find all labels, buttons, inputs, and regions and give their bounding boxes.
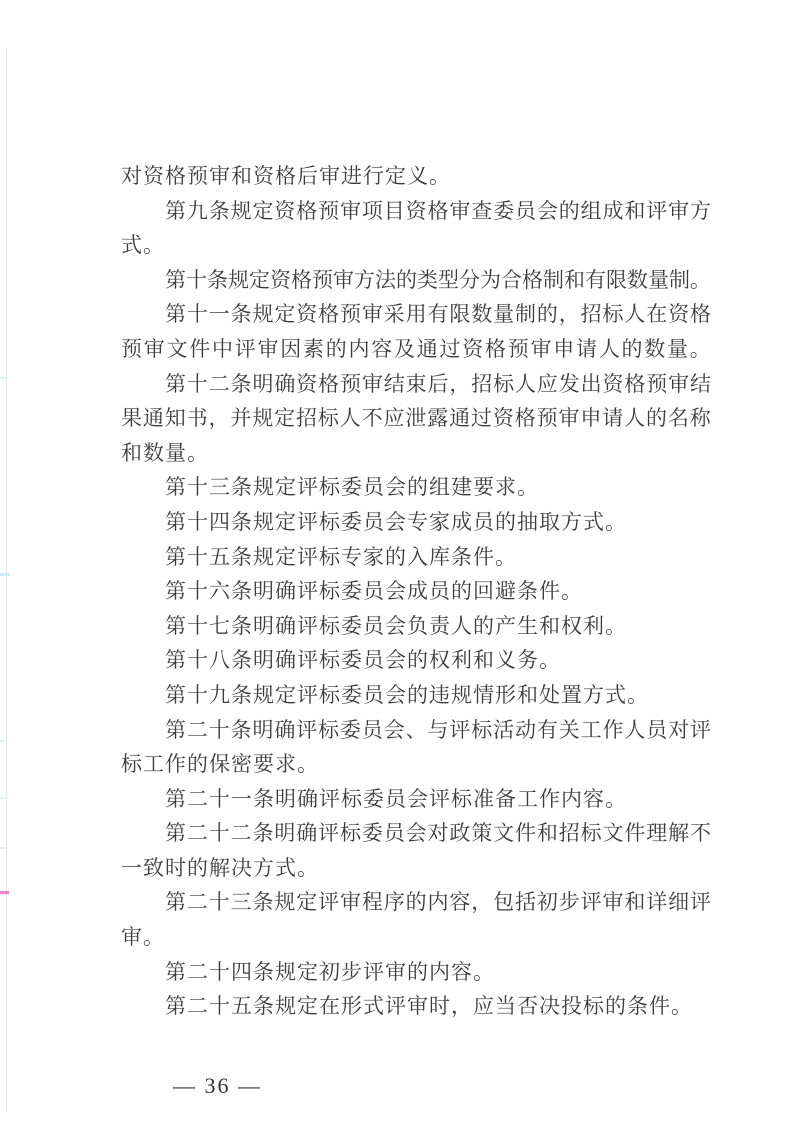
page-footer bbox=[143, 1047, 262, 1122]
text-line: 第二十一条明确评标委员会评标准备工作内容。 bbox=[165, 786, 627, 811]
text-line: 第十四条规定评标委员会专家成员的抽取方式。 bbox=[165, 509, 627, 534]
text-line: 第 十 二 条 明 确 资 格 预 审 结 束 后 ， 招 标 人 应 发 出 资 格 预 审 结 bbox=[165, 371, 711, 396]
text-line: 第十五条规定评标专家的入库条件。 bbox=[165, 544, 517, 569]
text-line: 第 二 十 条 明 确 评 标 委 员 会 、 与 评 标 活 动 有 关 工 作 人 员 对 评 bbox=[165, 717, 711, 742]
text-line: 和数量。 bbox=[121, 440, 209, 465]
scan-mark bbox=[0, 573, 10, 576]
text-line: 一致时的解决方式。 bbox=[121, 855, 319, 880]
scan-mark bbox=[0, 891, 9, 894]
text-line: 第十九条规定评标委员会的违规情形和处置方式。 bbox=[165, 682, 649, 707]
text-line: 果 通 知 书 ， 并 规 定 招 标 人 不 应 泄 露 通 过 资 格 预 审 申 请 人 的 名 称 bbox=[121, 406, 711, 431]
scan-edge-line bbox=[6, 48, 7, 1112]
scan-mark bbox=[0, 377, 8, 379]
text-line: 对资格预审和资格后审进行定义。 bbox=[121, 164, 451, 188]
text-line: 第 十 一 条 规 定 资 格 预 审 采 用 有 限 数 量 制 的 ， 招 标 人 在 资 格 bbox=[165, 302, 711, 327]
text-line: 第十七条明确评标委员会负责人的产生和权利。 bbox=[165, 613, 627, 638]
scan-mark bbox=[0, 847, 8, 849]
text-line: 第十六条明确评标委员会成员的回避条件。 bbox=[165, 579, 583, 604]
text-line: 预 审 文 件 中 评 审 因 素 的 内 容 及 通 过 资 格 预 审 申 请 人 的 数 量 。 bbox=[121, 336, 711, 361]
text-line: 标工作的保密要求。 bbox=[121, 752, 319, 777]
footer-page-number: — 36 — bbox=[173, 1073, 262, 1098]
text-line: 第十三条规定评标委员会的组建要求。 bbox=[165, 475, 539, 500]
scan-mark bbox=[0, 797, 8, 799]
text-line: 第 十 条 规 定 资 格 预 审 方 法 的 类 型 分 为 合 格 制 和 有 限 数 量 制 。 bbox=[165, 267, 711, 292]
text-line: 第 二 十 三 条 规 定 评 审 程 序 的 内 容 ， 包 括 初 步 评 审 和 详 细 评 bbox=[165, 890, 711, 915]
scan-mark bbox=[0, 740, 7, 742]
text-line: 审。 bbox=[121, 925, 165, 950]
text-line: 第二十五条规定在形式评审时，应当否决投标的条件。 bbox=[165, 994, 693, 1019]
text-line: 第二十四条规定初步评审的内容。 bbox=[165, 959, 495, 984]
text-line: 第 九 条 规 定 资 格 预 审 项 目 资 格 审 查 委 员 会 的 组 成 和 评 审 方 bbox=[165, 198, 711, 223]
document-body bbox=[121, 159, 711, 1024]
text-line: 式。 bbox=[121, 233, 165, 258]
text-line: 第 二 十 二 条 明 确 评 标 委 员 会 对 政 策 文 件 和 招 标 文 件 理 解 不 bbox=[165, 821, 711, 846]
text-line: 第十八条明确评标委员会的权利和义务。 bbox=[165, 648, 561, 673]
